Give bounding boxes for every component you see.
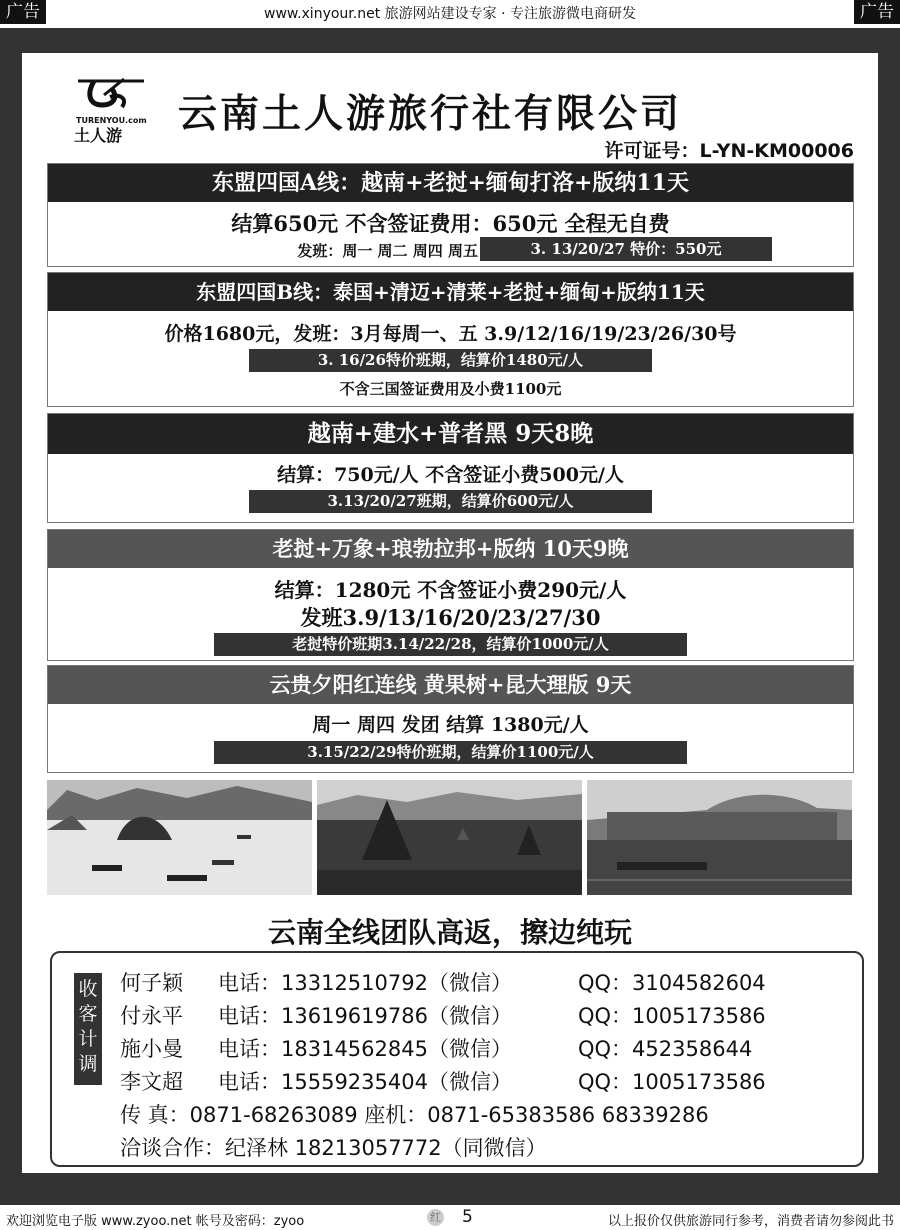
route-special-bar: 3.15/22/29特价班期，结算价1100元/人 — [214, 741, 687, 764]
route-card-e — [47, 665, 854, 773]
route-price-line: 价格1680元，发班：3月每周一、五 3.9/12/16/19/23/26/30号 — [164, 323, 737, 345]
route-special-bar: 3. 16/26特价班期，结算价1480元/人 — [249, 349, 652, 372]
advert-page — [22, 53, 878, 1173]
page-number: 5 — [462, 1207, 473, 1227]
company-name: 云南土人游旅行社有限公司 — [178, 91, 683, 137]
contact-phone[interactable]: 电话：13619619786（微信） — [218, 1004, 512, 1028]
route-special-bar: 3. 13/20/27 特价：550元 — [480, 237, 772, 261]
logo-cn-text: 土人游 — [74, 126, 123, 145]
contact-name: 施小曼 — [120, 1037, 183, 1061]
route-title: 老挝+万象+琅勃拉邦+版纳 10天9晚 — [48, 530, 853, 568]
route-card-d — [47, 529, 854, 661]
route-price-line: 结算：1280元 不含签证小费290元/人 — [274, 578, 627, 602]
route-card-b — [47, 272, 854, 407]
route-departure-line: 发班：周一 周二 周四 周五 — [297, 242, 478, 260]
route-title: 东盟四国A线：越南+老挝+缅甸打洛+版纳11天 — [48, 164, 853, 202]
top-bar — [0, 0, 900, 28]
cooperation-line: 洽谈合作：纪泽林 18213057772（同微信） — [120, 1136, 547, 1160]
contact-name: 李文超 — [120, 1070, 183, 1094]
route-price-line: 周一 周四 发团 结算 1380元/人 — [312, 714, 589, 736]
contact-qq[interactable]: QQ：452358644 — [578, 1037, 753, 1061]
fax-line: 传 真：0871-68263089 座机：0871-65383586 68339286 — [120, 1103, 709, 1127]
route-special-bar: 老挝特价班期3.14/22/28，结算价1000元/人 — [214, 633, 687, 656]
ad-label-left: 广告 — [0, 0, 46, 24]
slogan: 云南全线团队高返，擦边纯玩 — [267, 916, 632, 949]
route-title: 东盟四国B线：泰国+清迈+清莱+老挝+缅甸+版纳11天 — [48, 273, 853, 311]
contact-qq[interactable]: QQ：3104582604 — [578, 971, 766, 995]
contact-name: 何子颖 — [120, 971, 183, 995]
fenghuang-town-photo — [587, 780, 852, 895]
contact-row — [120, 967, 766, 997]
site-line: www.xinyour.net 旅游网站建设专家 · 专注旅游微电商研发 — [264, 6, 636, 22]
contact-row — [120, 1033, 752, 1063]
bottom-bar — [0, 1205, 900, 1230]
route-title: 云贵夕阳红连线 黄果树+昆大理版 9天 — [48, 666, 853, 704]
contact-qq[interactable]: QQ：1005173586 — [578, 1070, 766, 1094]
footer-right: 以上报价仅供旅游同行参考，消费者请勿参阅此书 — [607, 1214, 894, 1229]
bagan-temples-photo — [317, 780, 582, 895]
route-note-line: 不含三国签证费用及小费1100元 — [339, 380, 562, 398]
contact-box — [50, 951, 864, 1167]
contact-name: 付永平 — [120, 1004, 183, 1028]
route-title: 越南+建水+普者黑 9天8晚 — [48, 414, 853, 454]
contact-row — [120, 1066, 766, 1096]
staff-tag — [74, 973, 102, 1085]
ad-label-right: 广告 — [854, 0, 900, 24]
photo-strip — [47, 780, 852, 895]
route-special-bar: 3.13/20/27班期，结算价600元/人 — [249, 490, 652, 513]
route-price-line: 结算：750元/人 不含签证小费500元/人 — [277, 464, 624, 486]
route-card-a — [47, 163, 854, 267]
contact-phone[interactable]: 电话：15559235404（微信） — [218, 1070, 512, 1094]
page-badge-icon: 红 — [427, 1209, 444, 1226]
company-logo — [74, 75, 150, 143]
halong-bay-photo — [47, 780, 312, 895]
staff-tag-text: 收客计调 — [78, 978, 98, 1075]
svg-text:TURENYOU.com: TURENYOU.com — [76, 116, 147, 125]
route-price-line: 结算650元 不含签证费用：650元 全程无自费 — [231, 211, 670, 236]
route-departure-line: 发班3.9/13/16/20/23/27/30 — [300, 605, 601, 630]
license-number: 许可证号：L-YN-KM00006 — [604, 140, 854, 162]
contact-row — [120, 1000, 766, 1030]
footer-left: 欢迎浏览电子版 www.zyoo.net 帐号及密码：zyoo — [6, 1214, 305, 1229]
route-card-c — [47, 413, 854, 523]
contact-qq[interactable]: QQ：1005173586 — [578, 1004, 766, 1028]
contact-phone[interactable]: 电话：18314562845（微信） — [218, 1037, 512, 1061]
contact-phone[interactable]: 电话：13312510792（微信） — [218, 971, 512, 995]
